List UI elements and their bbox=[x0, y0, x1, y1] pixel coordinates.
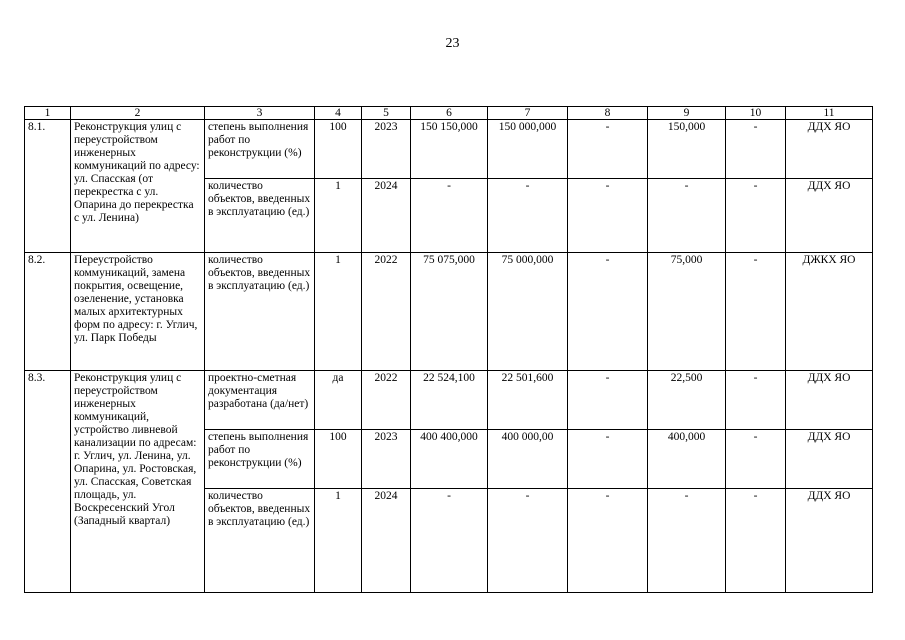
col10-value: - bbox=[726, 430, 786, 489]
col10-value: - bbox=[726, 253, 786, 371]
measures-table bbox=[24, 106, 873, 593]
col9-value: - bbox=[648, 179, 726, 253]
col9-value: 22,500 bbox=[648, 371, 726, 430]
page-number: 23 bbox=[445, 36, 460, 51]
indicator: проектно-сметная документация разработана (да/нет) bbox=[205, 371, 315, 430]
executor: ДДХ ЯО bbox=[786, 371, 873, 430]
indicator-value: 100 bbox=[315, 430, 362, 489]
indicator: количество объектов, введенных в эксплуатацию (ед.) bbox=[205, 179, 315, 253]
indicator-value: 1 bbox=[315, 253, 362, 371]
year: 2023 bbox=[362, 430, 411, 489]
table-row bbox=[25, 371, 873, 430]
total-amount: 150 150,000 bbox=[411, 120, 488, 179]
indicator: количество объектов, введенных в эксплуатацию (ед.) bbox=[205, 253, 315, 371]
col9-value: 75,000 bbox=[648, 253, 726, 371]
federal-amount: 75 000,000 bbox=[488, 253, 568, 371]
total-amount: 22 524,100 bbox=[411, 371, 488, 430]
total-amount: 75 075,000 bbox=[411, 253, 488, 371]
header-row bbox=[25, 107, 873, 120]
total-amount: 400 400,000 bbox=[411, 430, 488, 489]
header-cell: 3 bbox=[205, 107, 315, 120]
col8-value: - bbox=[568, 253, 648, 371]
indicator-value: да bbox=[315, 371, 362, 430]
total-amount: - bbox=[411, 489, 488, 593]
item-name: Реконструкция улиц с переустройством инженерных коммуникаций, устройство ливневой канализации по адресам: г. Углич, ул. Ленина, ул. Опарина, ул. Ростовская, ул. Спасская, Советская площадь, ул. Воскресенский Угол (Западный квартал) bbox=[71, 371, 205, 593]
col8-value: - bbox=[568, 371, 648, 430]
item-number: 8.3. bbox=[25, 371, 71, 593]
federal-amount: - bbox=[488, 179, 568, 253]
executor: ДЖКХ ЯО bbox=[786, 253, 873, 371]
executor: ДДХ ЯО bbox=[786, 489, 873, 593]
col9-value: 400,000 bbox=[648, 430, 726, 489]
item-number: 8.1. bbox=[25, 120, 71, 253]
indicator-value: 1 bbox=[315, 179, 362, 253]
item-name: Реконструкция улиц с переустройством инженерных коммуникаций по адресу: ул. Спасская (от перекрестка с ул. Опарина до перекрестка с ул. Ленина) bbox=[71, 120, 205, 253]
federal-amount: 22 501,600 bbox=[488, 371, 568, 430]
item-name: Переустройство коммуникаций, замена покрытия, освещение, озеленение, установка малых архитектурных форм по адресу: г. Углич, ул. Парк Победы bbox=[71, 253, 205, 371]
indicator: степень выполнения работ по реконструкции (%) bbox=[205, 430, 315, 489]
col8-value: - bbox=[568, 430, 648, 489]
header-cell: 10 bbox=[726, 107, 786, 120]
header-cell: 11 bbox=[786, 107, 873, 120]
executor: ДДХ ЯО bbox=[786, 179, 873, 253]
item-number: 8.2. bbox=[25, 253, 71, 371]
header-cell: 7 bbox=[488, 107, 568, 120]
federal-amount: 400 000,00 bbox=[488, 430, 568, 489]
col10-value: - bbox=[726, 120, 786, 179]
header-cell: 2 bbox=[71, 107, 205, 120]
col10-value: - bbox=[726, 371, 786, 430]
header-cell: 4 bbox=[315, 107, 362, 120]
total-amount: - bbox=[411, 179, 488, 253]
year: 2024 bbox=[362, 179, 411, 253]
year: 2024 bbox=[362, 489, 411, 593]
col9-value: 150,000 bbox=[648, 120, 726, 179]
header-cell: 1 bbox=[25, 107, 71, 120]
header-cell: 8 bbox=[568, 107, 648, 120]
year: 2022 bbox=[362, 253, 411, 371]
indicator: количество объектов, введенных в эксплуатацию (ед.) bbox=[205, 489, 315, 593]
federal-amount: - bbox=[488, 489, 568, 593]
indicator-value: 100 bbox=[315, 120, 362, 179]
col8-value: - bbox=[568, 489, 648, 593]
col8-value: - bbox=[568, 179, 648, 253]
header-cell: 6 bbox=[411, 107, 488, 120]
executor: ДДХ ЯО bbox=[786, 120, 873, 179]
header-cell: 5 bbox=[362, 107, 411, 120]
table-row bbox=[25, 253, 873, 371]
header-cell: 9 bbox=[648, 107, 726, 120]
year: 2022 bbox=[362, 371, 411, 430]
col10-value: - bbox=[726, 489, 786, 593]
col8-value: - bbox=[568, 120, 648, 179]
table-row bbox=[25, 120, 873, 179]
col10-value: - bbox=[726, 179, 786, 253]
year: 2023 bbox=[362, 120, 411, 179]
indicator: степень выполнения работ по реконструкции (%) bbox=[205, 120, 315, 179]
col9-value: - bbox=[648, 489, 726, 593]
executor: ДДХ ЯО bbox=[786, 430, 873, 489]
federal-amount: 150 000,000 bbox=[488, 120, 568, 179]
indicator-value: 1 bbox=[315, 489, 362, 593]
